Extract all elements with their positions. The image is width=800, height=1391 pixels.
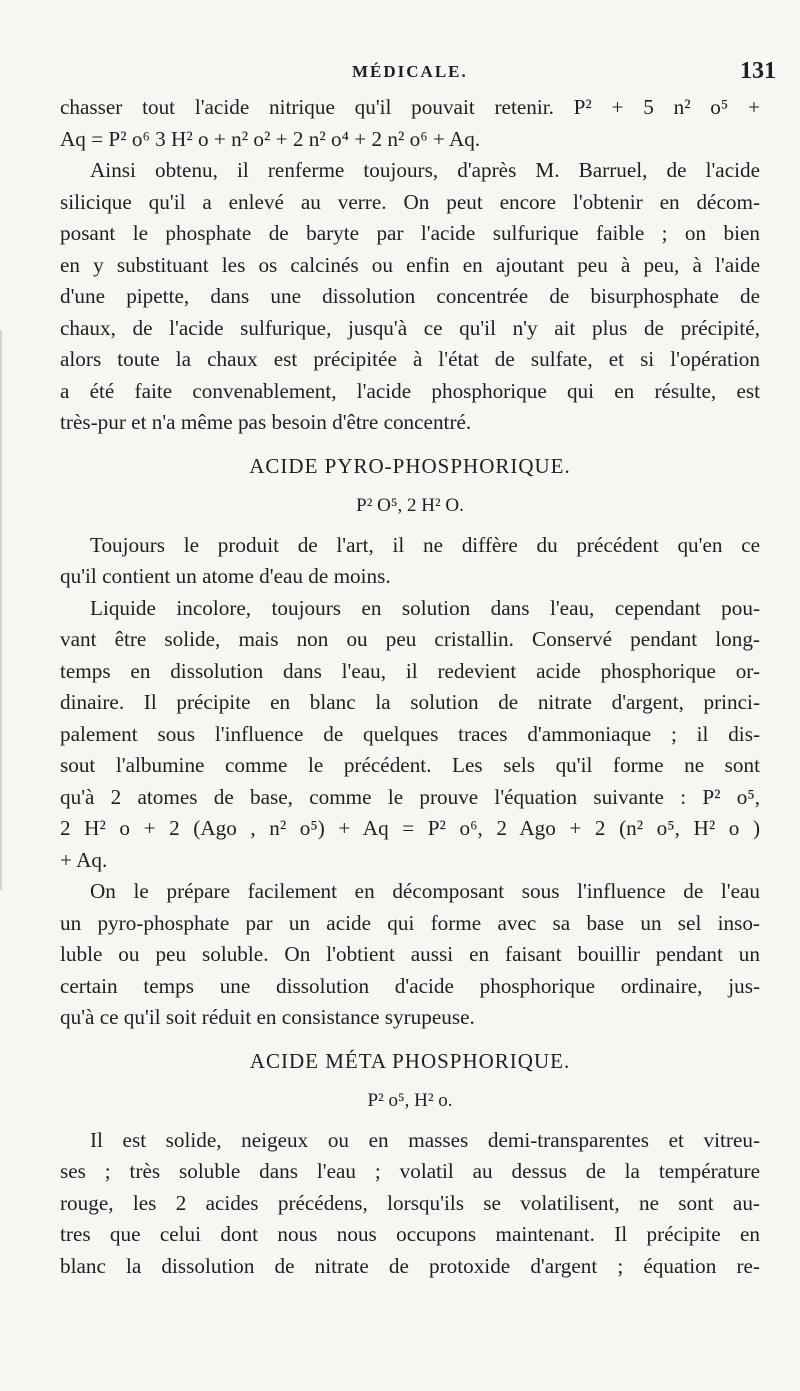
text-line: a été faite convenablement, l'acide phosphorique qui en résulte, est — [60, 378, 760, 403]
text-line: Il est solide, neigeux ou en masses demi-transparentes et vitreu- — [90, 1127, 760, 1152]
text-line: un pyro-phosphate par un acide qui forme avec sa base un sel inso- — [60, 910, 760, 935]
text-line: ses ; très soluble dans l'eau ; volatil au dessus de la température — [60, 1159, 760, 1183]
text-line: 2 H² o + 2 (Ago , n² o⁵) + Aq = P² o⁶, 2 Ago + 2 (n² o⁵, H² o ) — [60, 816, 760, 840]
page-header — [0, 58, 800, 90]
text-line: Liquide incolore, toujours en solution dans l'eau, cependant pou- — [90, 595, 760, 620]
text-line: posant le phosphate de baryte par l'acide sulfurique faible ; on bien — [60, 221, 760, 245]
section-heading-pyro: ACIDE PYRO-PHOSPHORIQUE. — [249, 453, 571, 478]
text-line: palement sous l'influence de quelques traces d'ammoniaque ; il dis- — [60, 721, 760, 746]
paragraph-1 — [60, 92, 760, 155]
text-line: Ainsi obtenu, il renferme toujours, d'après M. Barruel, de l'acide — [90, 158, 760, 182]
text-line: blanc la dissolution de nitrate de protoxide d'argent ; équation re- — [60, 1253, 760, 1278]
text-line: qu'à ce qu'il soit réduit en consistance syrupeuse. — [60, 1005, 475, 1029]
body-text — [60, 92, 760, 1282]
text-line: très-pur et n'a même pas besoin d'être concentré. — [60, 410, 472, 434]
text-line: tres que celui dont nous nous occupons maintenant. Il précipite en — [60, 1222, 760, 1246]
paragraph-6 — [60, 1125, 760, 1283]
formula-meta: P² o⁵, H² o. — [367, 1090, 453, 1111]
text-line: dinaire. Il précipite en blanc la solution de nitrate d'argent, princi- — [60, 690, 760, 714]
text-line: + Aq. — [60, 847, 108, 872]
text-line: sout l'albumine comme le précédent. Les sels qu'il forme ne sont — [60, 753, 760, 777]
text-line: silicique qu'il a enlevé au verre. On peut encore l'obtenir en décom- — [60, 189, 760, 214]
text-line: Toujours le produit de l'art, il ne diffère du précédent qu'en ce — [90, 532, 760, 557]
text-line: vant être solide, mais non ou peu cristallin. Conservé pendant long- — [60, 627, 760, 651]
text-line: temps en dissolution dans l'eau, il redevient acide phosphorique or- — [60, 658, 760, 683]
running-head: MÉDICALE. — [352, 62, 468, 81]
text-line: certain temps une dissolution d'acide phosphorique ordinaire, jus- — [60, 973, 760, 998]
paragraph-3 — [60, 530, 760, 593]
paragraph-2 — [60, 155, 760, 439]
section-heading-meta: ACIDE MÉTA PHOSPHORIQUE. — [249, 1048, 571, 1073]
text-line: qu'il contient un atome d'eau de moins. — [60, 564, 391, 588]
text-line: alors toute la chaux est précipitée à l'état de sulfate, et si l'opération — [60, 347, 760, 371]
paragraph-4 — [60, 593, 760, 877]
formula-pyro: P² O⁵, 2 H² O. — [356, 495, 464, 516]
text-line: luble ou peu soluble. On l'obtient aussi en faisant bouillir pendant un — [60, 942, 760, 966]
text-line: chaux, de l'acide sulfurique, jusqu'à ce qu'il n'y ait plus de précipité, — [60, 315, 760, 340]
text-line: On le prépare facilement en décomposant sous l'influence de l'eau — [90, 879, 760, 903]
text-line: rouge, les 2 acides précédens, lorsqu'ils se volatilisent, ne sont au- — [60, 1190, 760, 1215]
text-line: chasser tout l'acide nitrique qu'il pouvait retenir. P² + 5 n² o⁵ + — [60, 95, 760, 119]
page-edge-shadow — [0, 330, 3, 890]
paragraph-5 — [60, 876, 760, 1034]
page-number: 131 — [740, 58, 776, 84]
text-line: d'une pipette, dans une dissolution concentrée de bisurphosphate de — [60, 284, 760, 308]
text-line: Aq = P² o⁶ 3 H² o + n² o² + 2 n² o⁴ + 2 n² o⁶ + Aq. — [60, 126, 481, 151]
text-line: en y substituant les os calcinés ou enfin en ajoutant peu à peu, à l'aide — [60, 252, 760, 277]
text-line: qu'à 2 atomes de base, comme le prouve l'équation suivante : P² o⁵, — [60, 784, 760, 809]
